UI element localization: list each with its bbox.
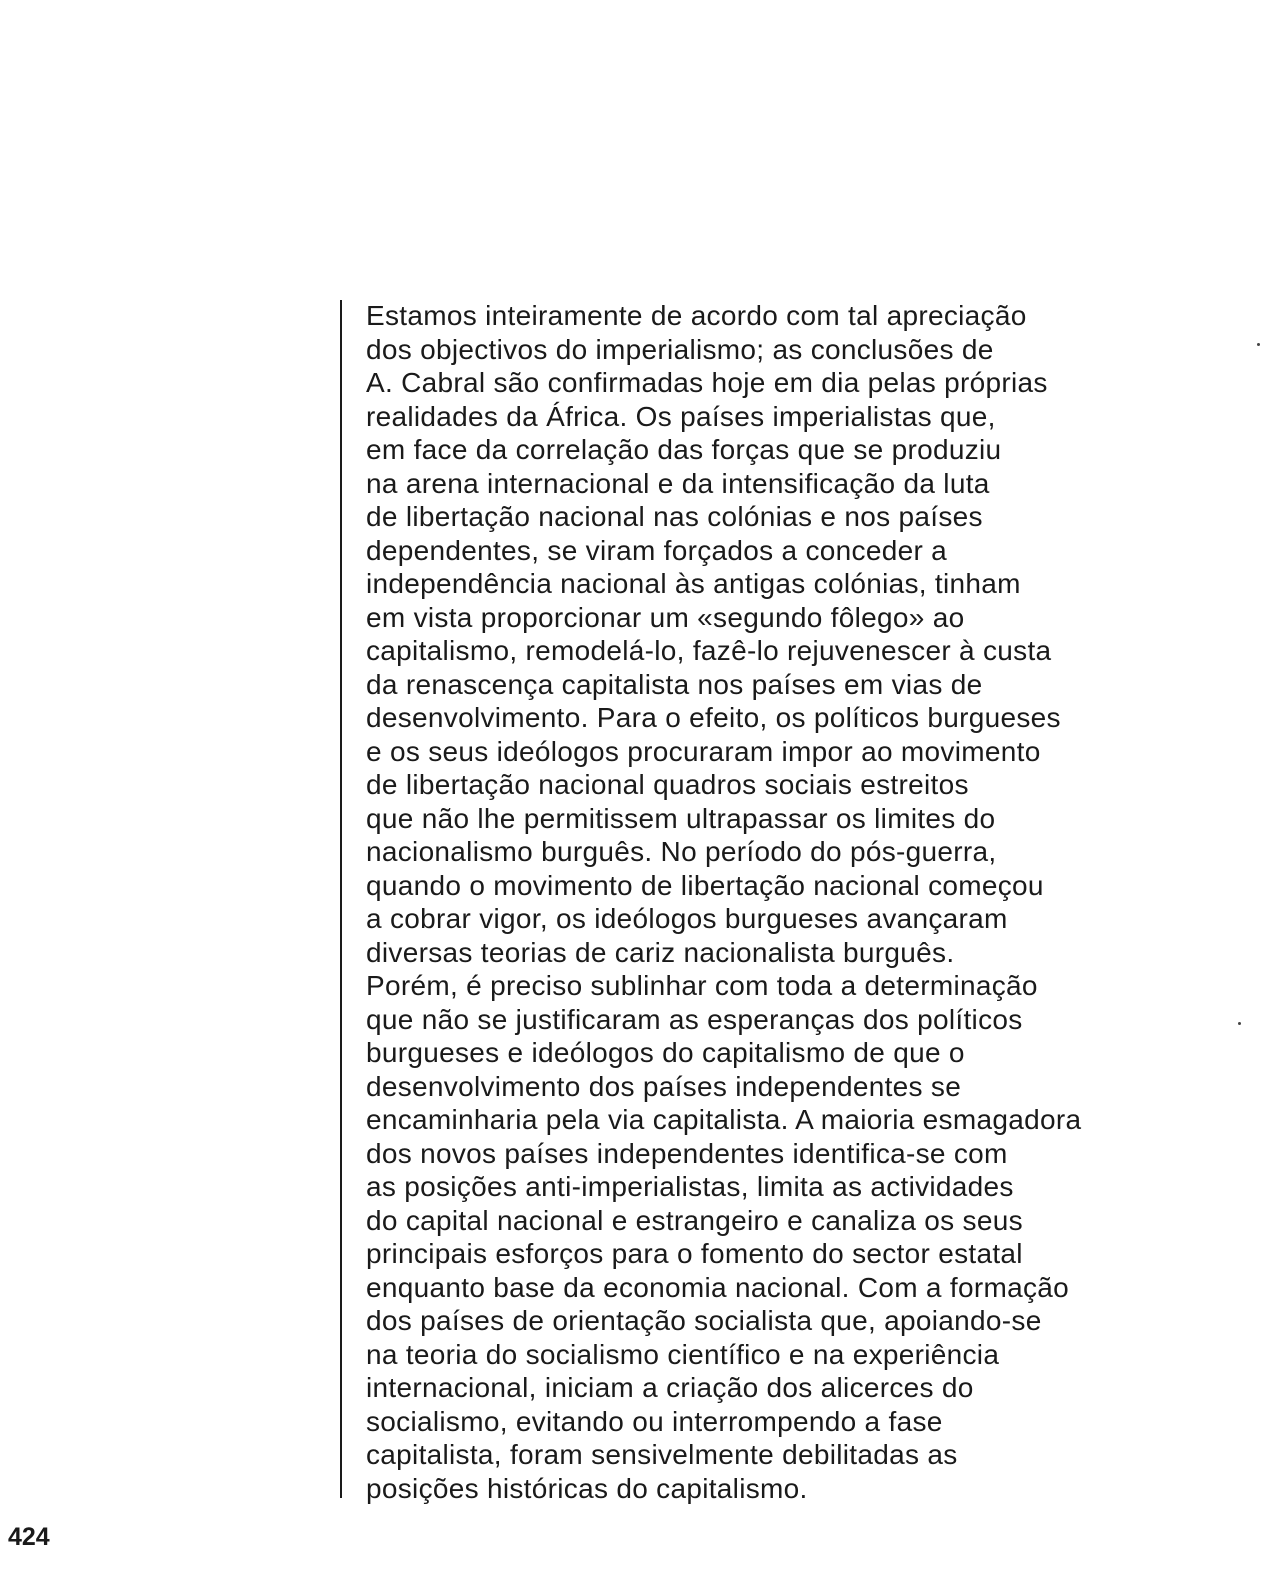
text-line: diversas teorias de cariz nacionalista burguês. bbox=[366, 936, 955, 968]
text-line: burgueses e ideólogos do capitalismo de que o bbox=[366, 1037, 965, 1068]
text-line: da renascença capitalista nos países em vias de bbox=[366, 668, 983, 700]
text-line: de libertação nacional quadros sociais estreitos bbox=[366, 769, 969, 800]
text-line: do capital nacional e estrangeiro e canaliza os seus bbox=[366, 1204, 1023, 1236]
text-line: dos novos países independentes identifica-se com bbox=[366, 1137, 1008, 1169]
text-line: socialismo, evitando ou interrompendo a fase bbox=[366, 1405, 943, 1437]
margin-rule bbox=[340, 300, 342, 1498]
text-line: dos objectivos do imperialismo; as conclusões de bbox=[366, 333, 994, 365]
text-line: posições históricas do capitalismo. bbox=[366, 1472, 808, 1504]
text-line: na arena internacional e da intensificação da luta bbox=[366, 467, 990, 499]
text-line: enquanto base da economia nacional. Com a formação bbox=[366, 1271, 1069, 1303]
text-line: e os seus ideólogos procuraram impor ao movimento bbox=[366, 735, 1041, 767]
text-line: que não se justificaram as esperanças dos políticos bbox=[366, 1003, 1023, 1035]
text-line: independência nacional às antigas colónias, tinham bbox=[366, 568, 1021, 599]
text-line: a cobrar vigor, os ideólogos burgueses avançaram bbox=[366, 903, 1008, 934]
text-line: A. Cabral são confirmadas hoje em dia pelas próprias bbox=[366, 367, 1048, 398]
text-line: que não lhe permitissem ultrapassar os limites do bbox=[366, 802, 996, 834]
text-line: em vista proporcionar um «segundo fôlego» ao bbox=[366, 601, 965, 633]
text-line: principais esforços para o fomento do sector estatal bbox=[366, 1238, 1023, 1269]
scan-speck bbox=[1257, 343, 1260, 346]
text-line: capitalismo, remodelá-lo, fazê-lo rejuvenescer à custa bbox=[366, 635, 1052, 666]
text-line: capitalista, foram sensivelmente debilitadas as bbox=[366, 1439, 958, 1470]
text-line: em face da correlação das forças que se produziu bbox=[366, 434, 1002, 465]
text-line: internacional, iniciam a criação dos alicerces do bbox=[366, 1372, 974, 1403]
scan-speck bbox=[1238, 1022, 1241, 1025]
text-line: de libertação nacional nas colónias e nos países bbox=[366, 501, 983, 532]
body-text bbox=[366, 299, 1246, 1505]
text-line: dependentes, se viram forçados a conceder a bbox=[366, 534, 948, 566]
text-line: nacionalismo burguês. No período do pós-guerra, bbox=[366, 836, 997, 867]
text-line: Estamos inteiramente de acordo com tal apreciação bbox=[366, 300, 1027, 331]
text-line: desenvolvimento dos países independentes se bbox=[366, 1070, 962, 1102]
text-line: desenvolvimento. Para o efeito, os políticos burgueses bbox=[366, 702, 1061, 733]
text-line: as posições anti-imperialistas, limita as actividades bbox=[366, 1171, 1014, 1202]
page-number: 424 bbox=[8, 1523, 50, 1551]
text-line: Porém, é preciso sublinhar com toda a determinação bbox=[366, 970, 1038, 1001]
text-line: dos países de orientação socialista que, apoiando-se bbox=[366, 1305, 1042, 1336]
text-line: encaminharia pela via capitalista. A maioria esmagadora bbox=[366, 1104, 1082, 1135]
text-line: na teoria do socialismo científico e na experiência bbox=[366, 1338, 1000, 1370]
text-line: quando o movimento de libertação nacional começou bbox=[366, 869, 1044, 901]
text-line: realidades da África. Os países imperialistas que, bbox=[366, 400, 996, 432]
